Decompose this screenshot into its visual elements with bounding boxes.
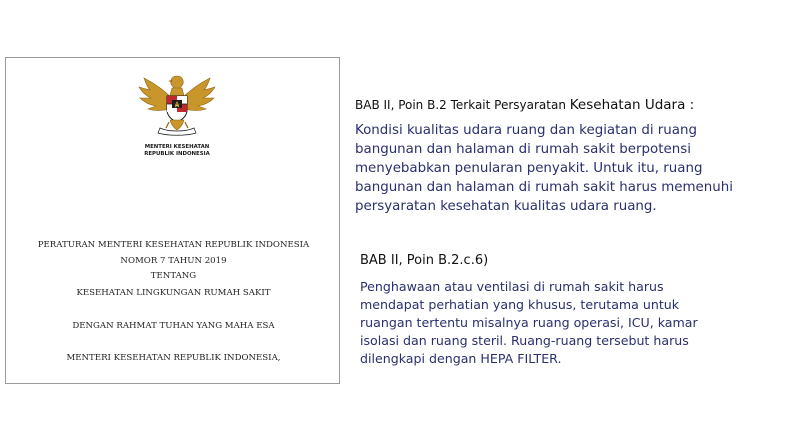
regulation-document-card — [5, 57, 340, 384]
section2-body — [360, 278, 698, 368]
regulation-line: TENTANG — [150, 271, 197, 281]
section2-line: dilengkapi dengan HEPA FILTER. — [360, 351, 562, 366]
emblem-caption — [106, 144, 248, 158]
section1-heading-prefix: BAB II, Poin B.2 Terkait Persyaratan — [355, 98, 570, 112]
section2-line: ruangan tertentu misalnya ruang operasi, ICU, kamar — [360, 315, 698, 330]
emblem-caption-line-1: MENTERI KESEHATAN — [144, 144, 210, 150]
regulation-line: DENGAN RAHMAT TUHAN YANG MAHA ESA — [72, 321, 275, 331]
section1-line: Kondisi kualitas udara ruang dan kegiatan di ruang — [355, 123, 697, 138]
regulation-line: KESEHATAN LINGKUNGAN RUMAH SAKIT — [76, 288, 271, 298]
section2-heading: BAB II, Poin B.2.c.6) — [360, 253, 489, 268]
regulation-line: PERATURAN MENTERI KESEHATAN REPUBLIK INDONESIA — [37, 240, 310, 250]
section2-line: isolasi dan ruang steril. Ruang-ruang tersebut harus — [360, 333, 689, 348]
section1-heading — [355, 97, 694, 113]
section1-heading-emphasis: Kesehatan Udara : — [569, 97, 695, 113]
regulation-line: NOMOR 7 TAHUN 2019 — [120, 256, 227, 266]
section1-line: persyaratan kesehatan kualitas udara ruang. — [355, 199, 657, 214]
emblem-caption-line-2: REPUBLIK INDONESIA — [144, 151, 210, 157]
section1-line: bangunan dan halaman di rumah sakit berpotensi — [355, 142, 691, 157]
section1-body — [355, 121, 733, 216]
section1-line: menyebabkan penularan penyakit. Untuk itu, ruang — [355, 161, 703, 176]
section2-line: Penghawaan atau ventilasi di rumah sakit harus — [360, 279, 664, 294]
section1-line: bangunan dan halaman di rumah sakit harus memenuhi — [355, 180, 733, 195]
garuda-emblem-icon — [136, 70, 218, 138]
regulation-line: MENTERI KESEHATAN REPUBLIK INDONESIA, — [66, 353, 281, 363]
section2-line: mendapat perhatian yang khusus, terutama untuk — [360, 297, 680, 312]
